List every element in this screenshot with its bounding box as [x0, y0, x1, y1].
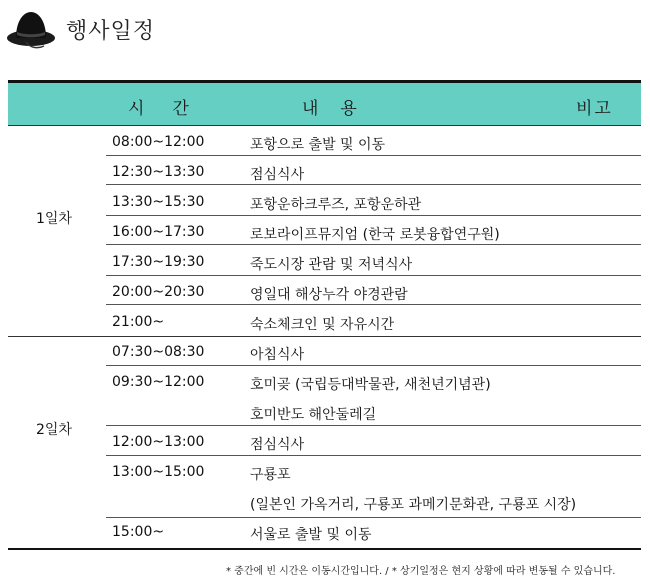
- row-divider: [106, 425, 641, 426]
- column-header-time: 시간: [128, 99, 217, 119]
- row-content: 호미곶 (국립등대박물관, 새천년기념관): [250, 377, 491, 393]
- page-title: 행사일정: [66, 19, 156, 44]
- row-divider: [106, 244, 641, 245]
- row-content: 포항운하크루즈, 포항운하관: [250, 197, 422, 213]
- row-content: 포항으로 출발 및 이동: [250, 137, 386, 153]
- column-header-content: 내용: [302, 99, 379, 119]
- row-content: 점심식사: [250, 167, 305, 183]
- row-time: 16:00~17:30: [112, 224, 205, 240]
- row-time: 20:00~20:30: [112, 284, 205, 300]
- hat-icon: [4, 8, 58, 50]
- row-content-secondary: 호미반도 해안둘레길: [250, 407, 377, 423]
- row-divider: [106, 365, 641, 366]
- row-time: 12:00~13:00: [112, 434, 205, 450]
- row-time: 15:00~: [112, 524, 165, 540]
- row-content-secondary: (일본인 가옥거리, 구룡포 과메기문화관, 구룡포 시장): [250, 497, 577, 513]
- row-content: 서울로 출발 및 이동: [250, 527, 372, 543]
- row-time: 09:30~12:00: [112, 374, 205, 390]
- table-bottom-border: [8, 548, 641, 550]
- row-divider: [106, 517, 641, 518]
- day-divider: [8, 336, 641, 337]
- row-content: 로보라이프뮤지엄 (한국 로봇융합연구원): [250, 227, 500, 243]
- row-time: 13:30~15:30: [112, 194, 205, 210]
- row-time: 07:30~08:30: [112, 344, 205, 360]
- row-content: 구룡포: [250, 467, 291, 483]
- row-divider: [106, 275, 641, 276]
- row-divider: [106, 155, 641, 156]
- row-divider: [106, 304, 641, 305]
- row-content: 아침식사: [250, 347, 305, 363]
- day-label: 1일차: [36, 211, 72, 227]
- row-time: 21:00~: [112, 314, 165, 330]
- row-content: 죽도시장 관람 및 저녁식사: [250, 257, 413, 273]
- row-time: 17:30~19:30: [112, 254, 205, 270]
- row-content: 영일대 해상누각 야경관람: [250, 287, 408, 303]
- header-divider: [8, 125, 641, 126]
- row-divider: [106, 215, 641, 216]
- row-divider: [106, 455, 641, 456]
- row-divider: [106, 184, 641, 185]
- footnote: * 중간에 빈 시간은 이동시간입니다. / * 상기일정은 현지 상황에 따라 변동될 수 있습니다.: [226, 566, 616, 577]
- column-header-note: 비고: [576, 99, 613, 119]
- table-header: [8, 83, 641, 125]
- page-header: [0, 0, 650, 60]
- day-label: 2일차: [36, 422, 72, 438]
- row-time: 12:30~13:30: [112, 164, 205, 180]
- row-content: 숙소체크인 및 자유시간: [250, 317, 395, 333]
- row-time: 13:00~15:00: [112, 464, 205, 480]
- row-time: 08:00~12:00: [112, 134, 205, 150]
- row-content: 점심식사: [250, 437, 305, 453]
